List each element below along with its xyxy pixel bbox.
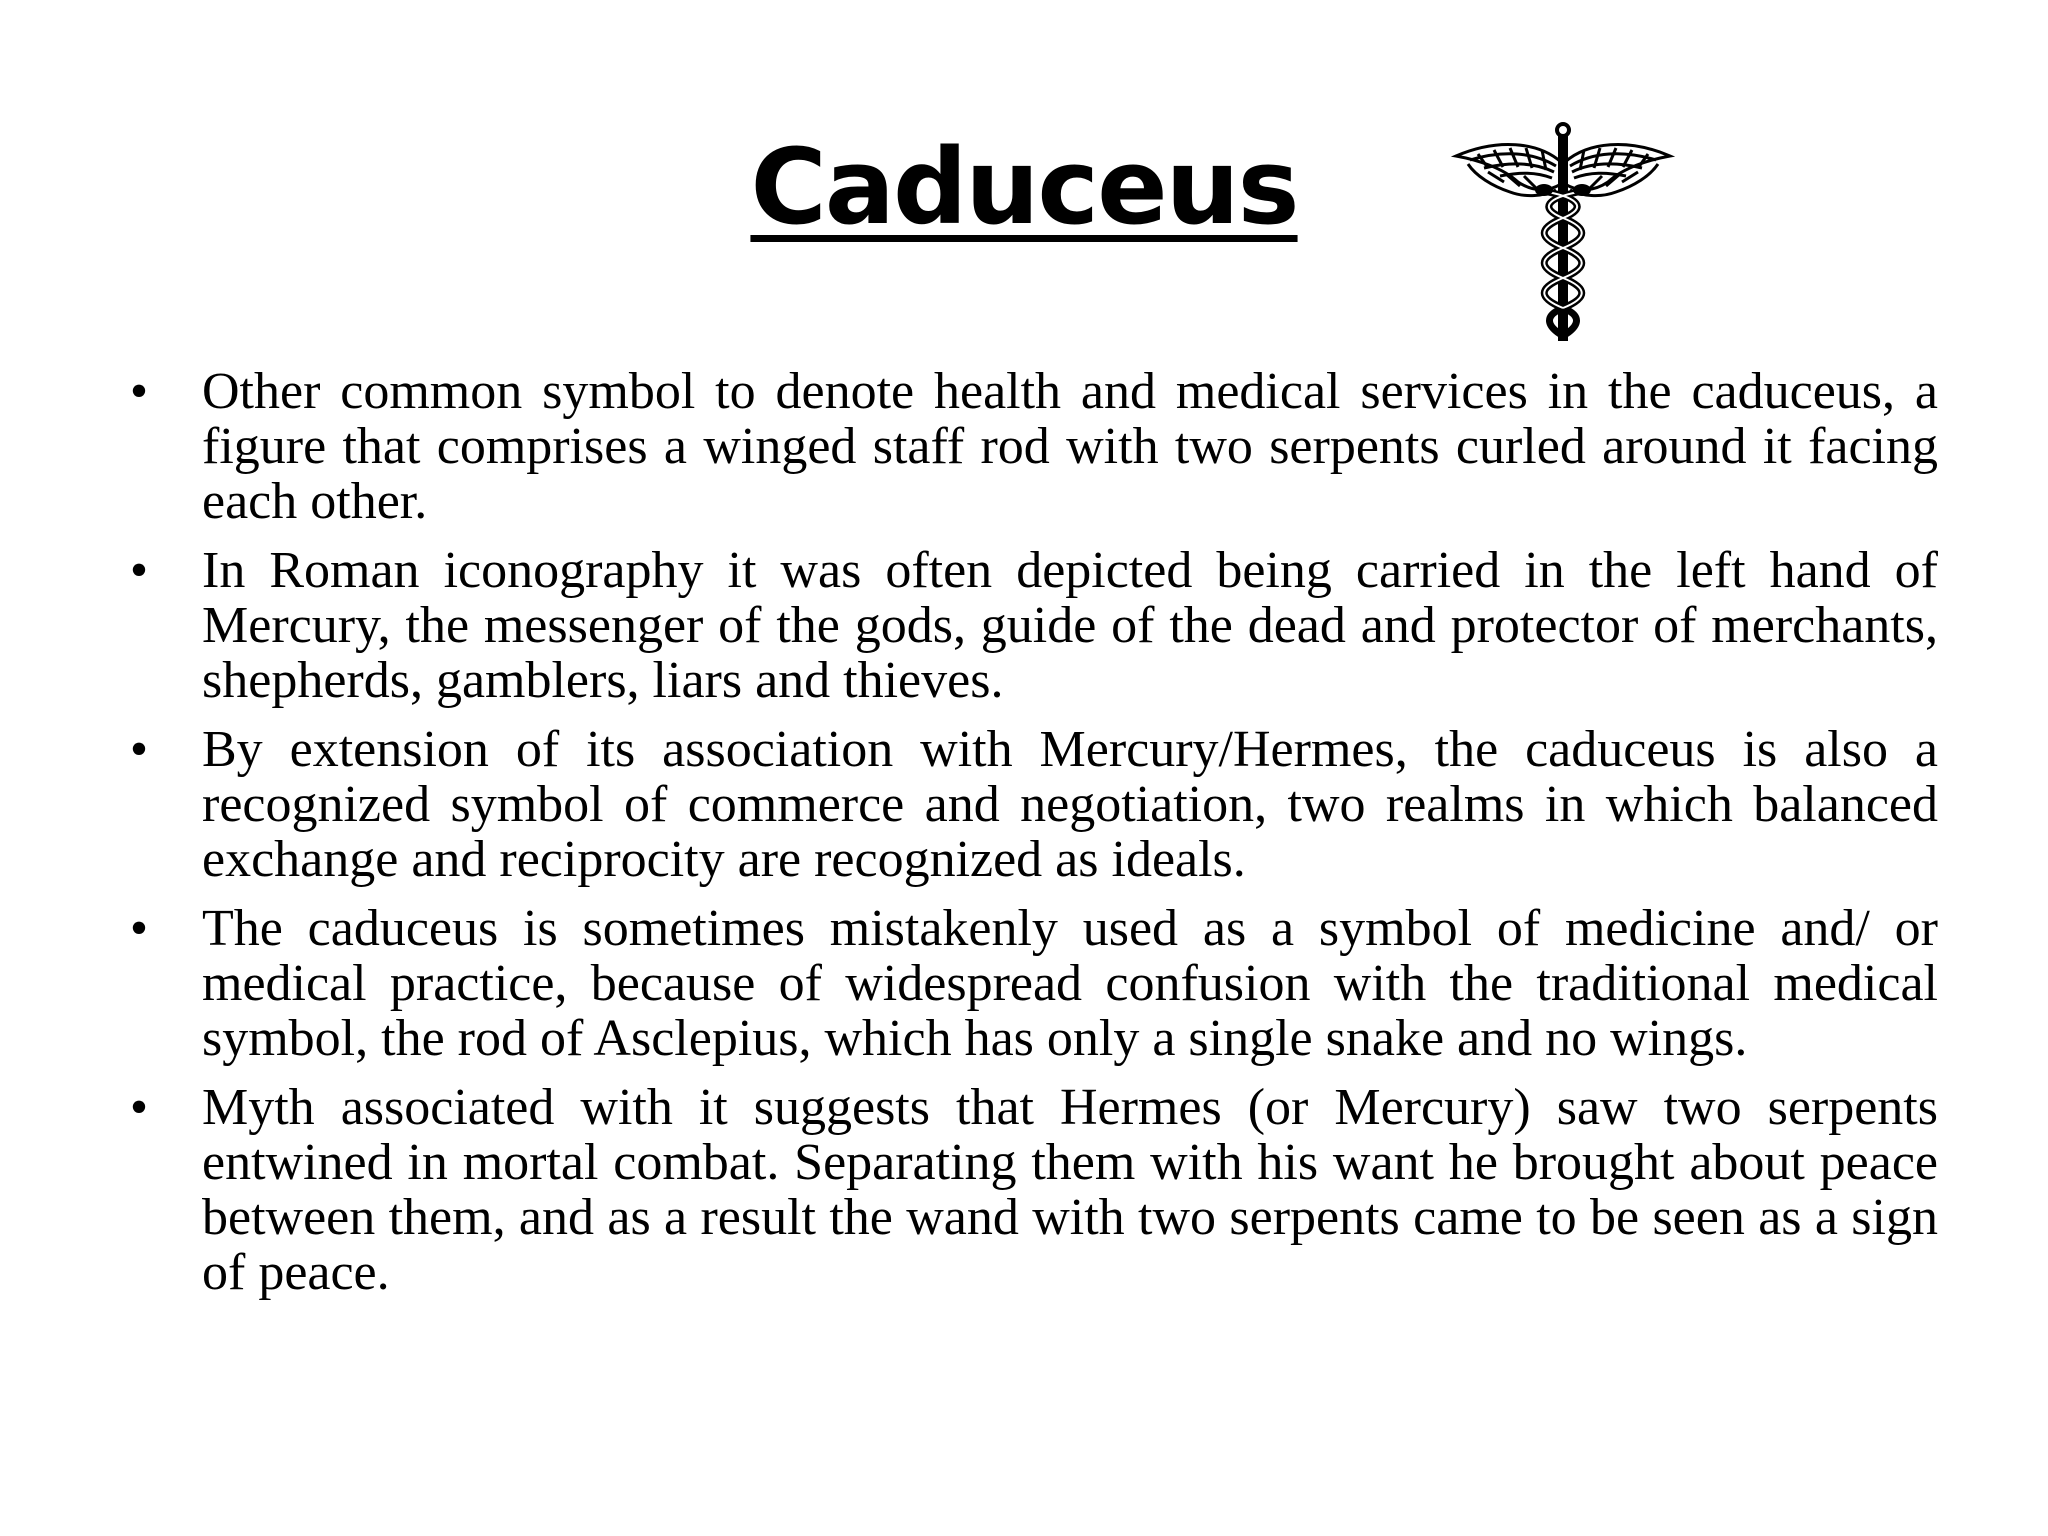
bullet-marker: • xyxy=(129,363,149,420)
bullet-item xyxy=(129,542,1938,709)
caduceus-icon xyxy=(1448,120,1678,345)
bullet-text: Myth associated with it suggests that Hermes (or Mercury) saw two serpents entwined in mortal combat. Separating them with his want he brought about peace between them, and as a result the wand with two serpents came to be seen as a sign of peace. xyxy=(202,1079,1938,1301)
bullet-item xyxy=(129,900,1938,1067)
bullet-text: Other common symbol to denote health and medical services in the caduceus, a figure that comprises a winged staff rod with two serpents curled around it facing each other. xyxy=(202,363,1938,530)
bullet-item xyxy=(129,721,1938,888)
bullet-marker: • xyxy=(129,1079,149,1136)
bullet-marker: • xyxy=(129,900,149,957)
bullet-marker: • xyxy=(129,721,149,778)
slide-title xyxy=(0,128,2048,248)
bullet-item xyxy=(129,1079,1938,1301)
bullet-item xyxy=(129,363,1938,530)
slide-title-text: Caduceus xyxy=(750,126,1298,248)
bullet-text: In Roman iconography it was often depicted being carried in the left hand of Mercury, the messenger of the gods, guide of the dead and protector of merchants, shepherds, gamblers, liars and thieves. xyxy=(202,542,1938,709)
bullet-text: The caduceus is sometimes mistakenly used as a symbol of medicine and/ or medical practice, because of widespread confusion with the traditional medical symbol, the rod of Asclepius, which has only a single snake and no wings. xyxy=(202,900,1938,1067)
bullet-list xyxy=(129,363,1938,1314)
bullet-marker: • xyxy=(129,542,149,599)
bullet-text: By extension of its association with Mercury/Hermes, the caduceus is also a recognized symbol of commerce and negotiation, two realms in which balanced exchange and reciprocity are recognized as ideals. xyxy=(202,721,1938,888)
